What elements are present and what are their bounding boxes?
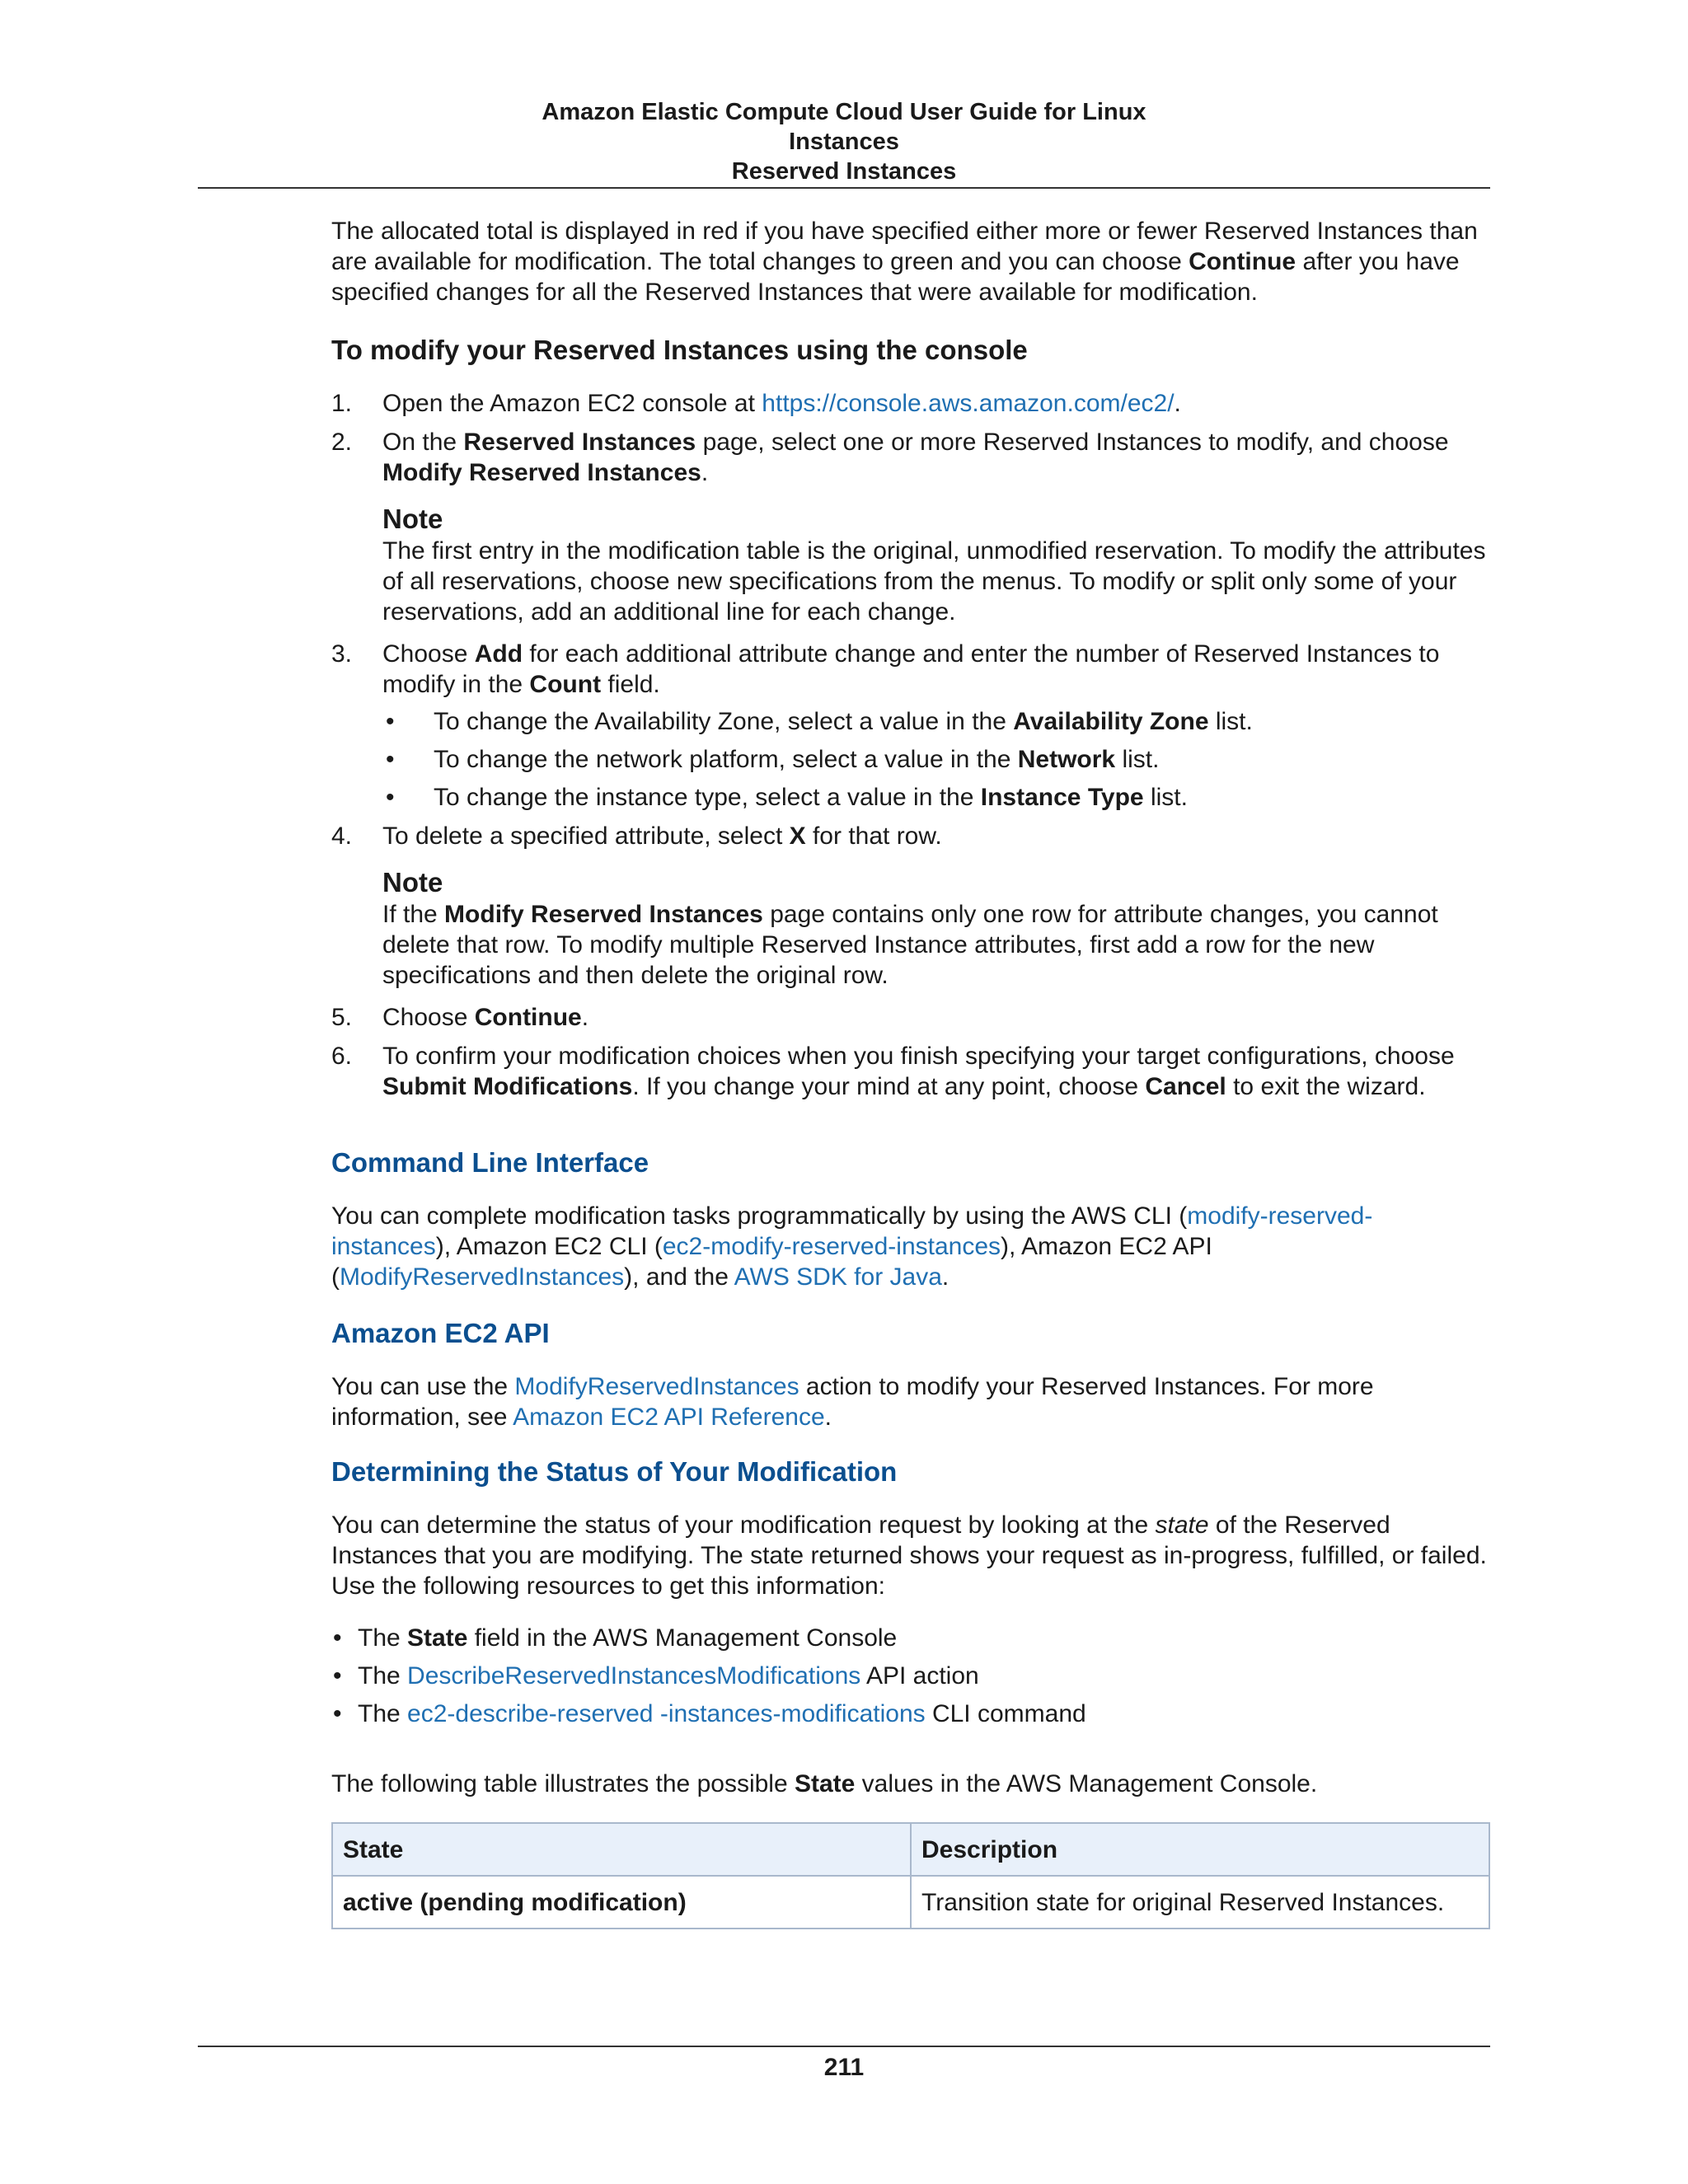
footer-divider: [198, 2046, 1490, 2047]
step-text: for each additional attribute change and enter the number of Reserved Instances to modify in the: [382, 640, 1440, 698]
describe-modifications-link[interactable]: DescribeReservedInstancesModifications: [407, 1662, 861, 1690]
modifyreservedinstances-action-link[interactable]: ModifyReservedInstances: [514, 1373, 799, 1400]
resource-item: [331, 1661, 1490, 1691]
bullet-bold: Instance Type: [980, 784, 1144, 811]
step-text: for that row.: [805, 823, 942, 850]
step-1: [331, 388, 1490, 419]
step-text: . If you change your mind at any point, choose: [632, 1073, 1146, 1100]
ec2-console-link[interactable]: https://console.aws.amazon.com/ec2/: [762, 390, 1175, 417]
cli-text: ), Amazon EC2 API (: [331, 1233, 1212, 1291]
bullet-item: [382, 782, 1490, 813]
status-text: of the Reserved Instances that you are modifying. The state returned shows your request as in-progress, fulfilled, or failed. Use the following resources to get this information:: [331, 1511, 1487, 1600]
bullet-text: To change the instance type, select a value in the: [434, 784, 981, 811]
step-text-end: .: [1174, 390, 1181, 417]
step-number: 2.: [331, 429, 353, 456]
resource-text: The: [358, 1700, 408, 1727]
note-text-part: page contains only one row for attribute changes, you cannot delete that row. To modify multiple Reserved Instance attributes, first add a row for the new specifications and then delete the original row.: [382, 901, 1438, 989]
resource-bold: State: [407, 1624, 468, 1652]
intro-paragraph: [331, 216, 1490, 307]
cli-heading: Command Line Interface: [331, 1147, 649, 1178]
cli-paragraph: [331, 1201, 1490, 1292]
description-cell: Transition state for original Reserved Instances.: [911, 1876, 1489, 1929]
step-number: 5.: [331, 1004, 353, 1031]
resource-text: API action: [860, 1662, 979, 1690]
header-divider: [198, 187, 1490, 189]
note-title: Note: [382, 504, 443, 534]
step-text: To delete a specified attribute, select: [382, 823, 790, 850]
bullet-item: [382, 706, 1490, 737]
header-guide-title: Amazon Elastic Compute Cloud User Guide for Linux: [542, 99, 1146, 125]
step-bold: Count: [529, 671, 602, 698]
resource-item: [331, 1699, 1490, 1729]
status-italic-state: state: [1155, 1511, 1209, 1539]
step-3: [331, 639, 1490, 813]
state-table: [331, 1822, 1490, 1929]
api-text: You can use the: [331, 1373, 515, 1400]
step-bold: Add: [474, 640, 523, 668]
table-intro-paragraph: [331, 1769, 1490, 1799]
step-6: [331, 1041, 1490, 1102]
step-text: Open the Amazon EC2 console at: [382, 390, 762, 417]
bullet-bold: Network: [1017, 746, 1116, 773]
step-bold: Modify Reserved Instances: [382, 459, 701, 486]
note-box: [382, 866, 1490, 991]
header-chapter: Instances: [789, 129, 899, 155]
status-text: You can determine the status of your modification request by looking at the: [331, 1511, 1156, 1539]
intro-text-1: The allocated total is displayed in red if you have specified either more or fewer Reserved Instances than are available for modification. The total changes to green and you can choose: [331, 218, 1478, 275]
resource-text: field in the AWS Management Console: [467, 1624, 898, 1652]
step-bold: Submit Modifications: [382, 1073, 633, 1100]
ec2-modify-reserved-instances-link[interactable]: ec2-modify-reserved-instances: [662, 1233, 1001, 1260]
page-number: 211: [823, 2054, 865, 2081]
resource-item: [331, 1623, 1490, 1653]
status-heading: Determining the Status of Your Modification: [331, 1456, 898, 1487]
step-text: .: [701, 459, 709, 486]
step-4: [331, 821, 1490, 991]
bullet-mark: •: [386, 784, 395, 811]
bullet-mark: •: [333, 1700, 342, 1727]
bullet-bold: Availability Zone: [1013, 708, 1209, 735]
table-intro-text: values in the AWS Management Console.: [855, 1770, 1318, 1797]
modifyreservedinstances-api-link[interactable]: ModifyReservedInstances: [340, 1263, 625, 1291]
table-intro-bold: State: [794, 1770, 856, 1797]
page-content: [331, 216, 1490, 1929]
bullet-mark: •: [386, 746, 395, 773]
bullet-text: list.: [1115, 746, 1160, 773]
bullet-mark: •: [333, 1624, 342, 1652]
column-header-description: Description: [911, 1823, 1489, 1876]
step-number: 3.: [331, 640, 353, 668]
step-text: To confirm your modification choices when you finish specifying your target configurations, choose: [382, 1043, 1455, 1070]
step-2: [331, 427, 1490, 627]
bullet-item: [382, 744, 1490, 775]
attribute-bullets: [382, 706, 1490, 813]
step-text: page, select one or more Reserved Instances to modify, and choose: [696, 429, 1449, 456]
step-text: field.: [601, 671, 660, 698]
status-paragraph: [331, 1510, 1490, 1601]
api-paragraph: [331, 1371, 1490, 1432]
step-number: 6.: [331, 1043, 353, 1070]
bullet-text: To change the network platform, select a value in the: [434, 746, 1018, 773]
cli-text: ), Amazon EC2 CLI (: [435, 1233, 663, 1260]
resource-text: The: [358, 1662, 408, 1690]
intro-text-2: after you have specified changes for all the Reserved Instances that were available for modification.: [331, 248, 1460, 306]
ec2-api-reference-link[interactable]: Amazon EC2 API Reference: [513, 1404, 825, 1431]
step-bold: X: [789, 823, 806, 850]
status-resources-list: [331, 1623, 1490, 1729]
state-cell: active (pending modification): [332, 1876, 911, 1929]
note-text-part: If the: [382, 901, 445, 928]
bullet-text: list.: [1208, 708, 1253, 735]
step-text: Choose: [382, 640, 475, 668]
header-section: Reserved Instances: [731, 158, 957, 185]
step-5: [331, 1002, 1490, 1033]
step-number: 4.: [331, 823, 353, 850]
note-box: [382, 503, 1490, 627]
bullet-mark: •: [333, 1662, 342, 1690]
step-text: to exit the wizard.: [1226, 1073, 1426, 1100]
api-text: .: [824, 1404, 832, 1431]
note-text: [382, 899, 1490, 991]
cli-text: .: [941, 1263, 950, 1291]
intro-bold-continue: Continue: [1189, 248, 1296, 275]
bullet-mark: •: [386, 708, 395, 735]
step-bold: Reserved Instances: [463, 429, 696, 456]
api-heading: Amazon EC2 API: [331, 1318, 550, 1348]
note-title: Note: [382, 867, 443, 898]
cli-text: ), and the: [624, 1263, 734, 1291]
step-text: On the: [382, 429, 464, 456]
console-procedure-heading: To modify your Reserved Instances using the console: [331, 335, 1028, 365]
table-row: [332, 1876, 1489, 1929]
resource-text: CLI command: [925, 1700, 1086, 1727]
step-bold: Continue: [474, 1004, 582, 1031]
running-header: [198, 97, 1490, 186]
ec2-describe-modifications-link[interactable]: ec2-describe-reserved -instances-modifications: [407, 1700, 926, 1727]
aws-sdk-java-link[interactable]: AWS SDK for Java: [734, 1263, 942, 1291]
resource-text: The: [358, 1624, 408, 1652]
api-text: action to modify your Reserved Instances. For more information, see: [331, 1373, 1374, 1431]
note-bold: Modify Reserved Instances: [444, 901, 763, 928]
step-bold: Cancel: [1145, 1073, 1226, 1100]
step-text: Choose: [382, 1004, 475, 1031]
table-intro-text: The following table illustrates the possible: [331, 1770, 795, 1797]
step-text: .: [581, 1004, 589, 1031]
table-header-row: [332, 1823, 1489, 1876]
bullet-text: list.: [1143, 784, 1188, 811]
bullet-text: To change the Availability Zone, select a value in the: [434, 708, 1014, 735]
cli-text: You can complete modification tasks programmatically by using the AWS CLI (: [331, 1202, 1188, 1230]
note-text: The first entry in the modification table is the original, unmodified reservation. To modify the attributes of all reservations, choose new specifications from the menus. To modify or split only some of your reservations, add an additional line for each change.: [382, 537, 1486, 626]
step-number: 1.: [331, 390, 353, 417]
console-steps-list: [331, 388, 1490, 1102]
modify-reserved-instances-link[interactable]: modify-reserved-instances: [331, 1202, 1373, 1260]
column-header-state: State: [332, 1823, 911, 1876]
